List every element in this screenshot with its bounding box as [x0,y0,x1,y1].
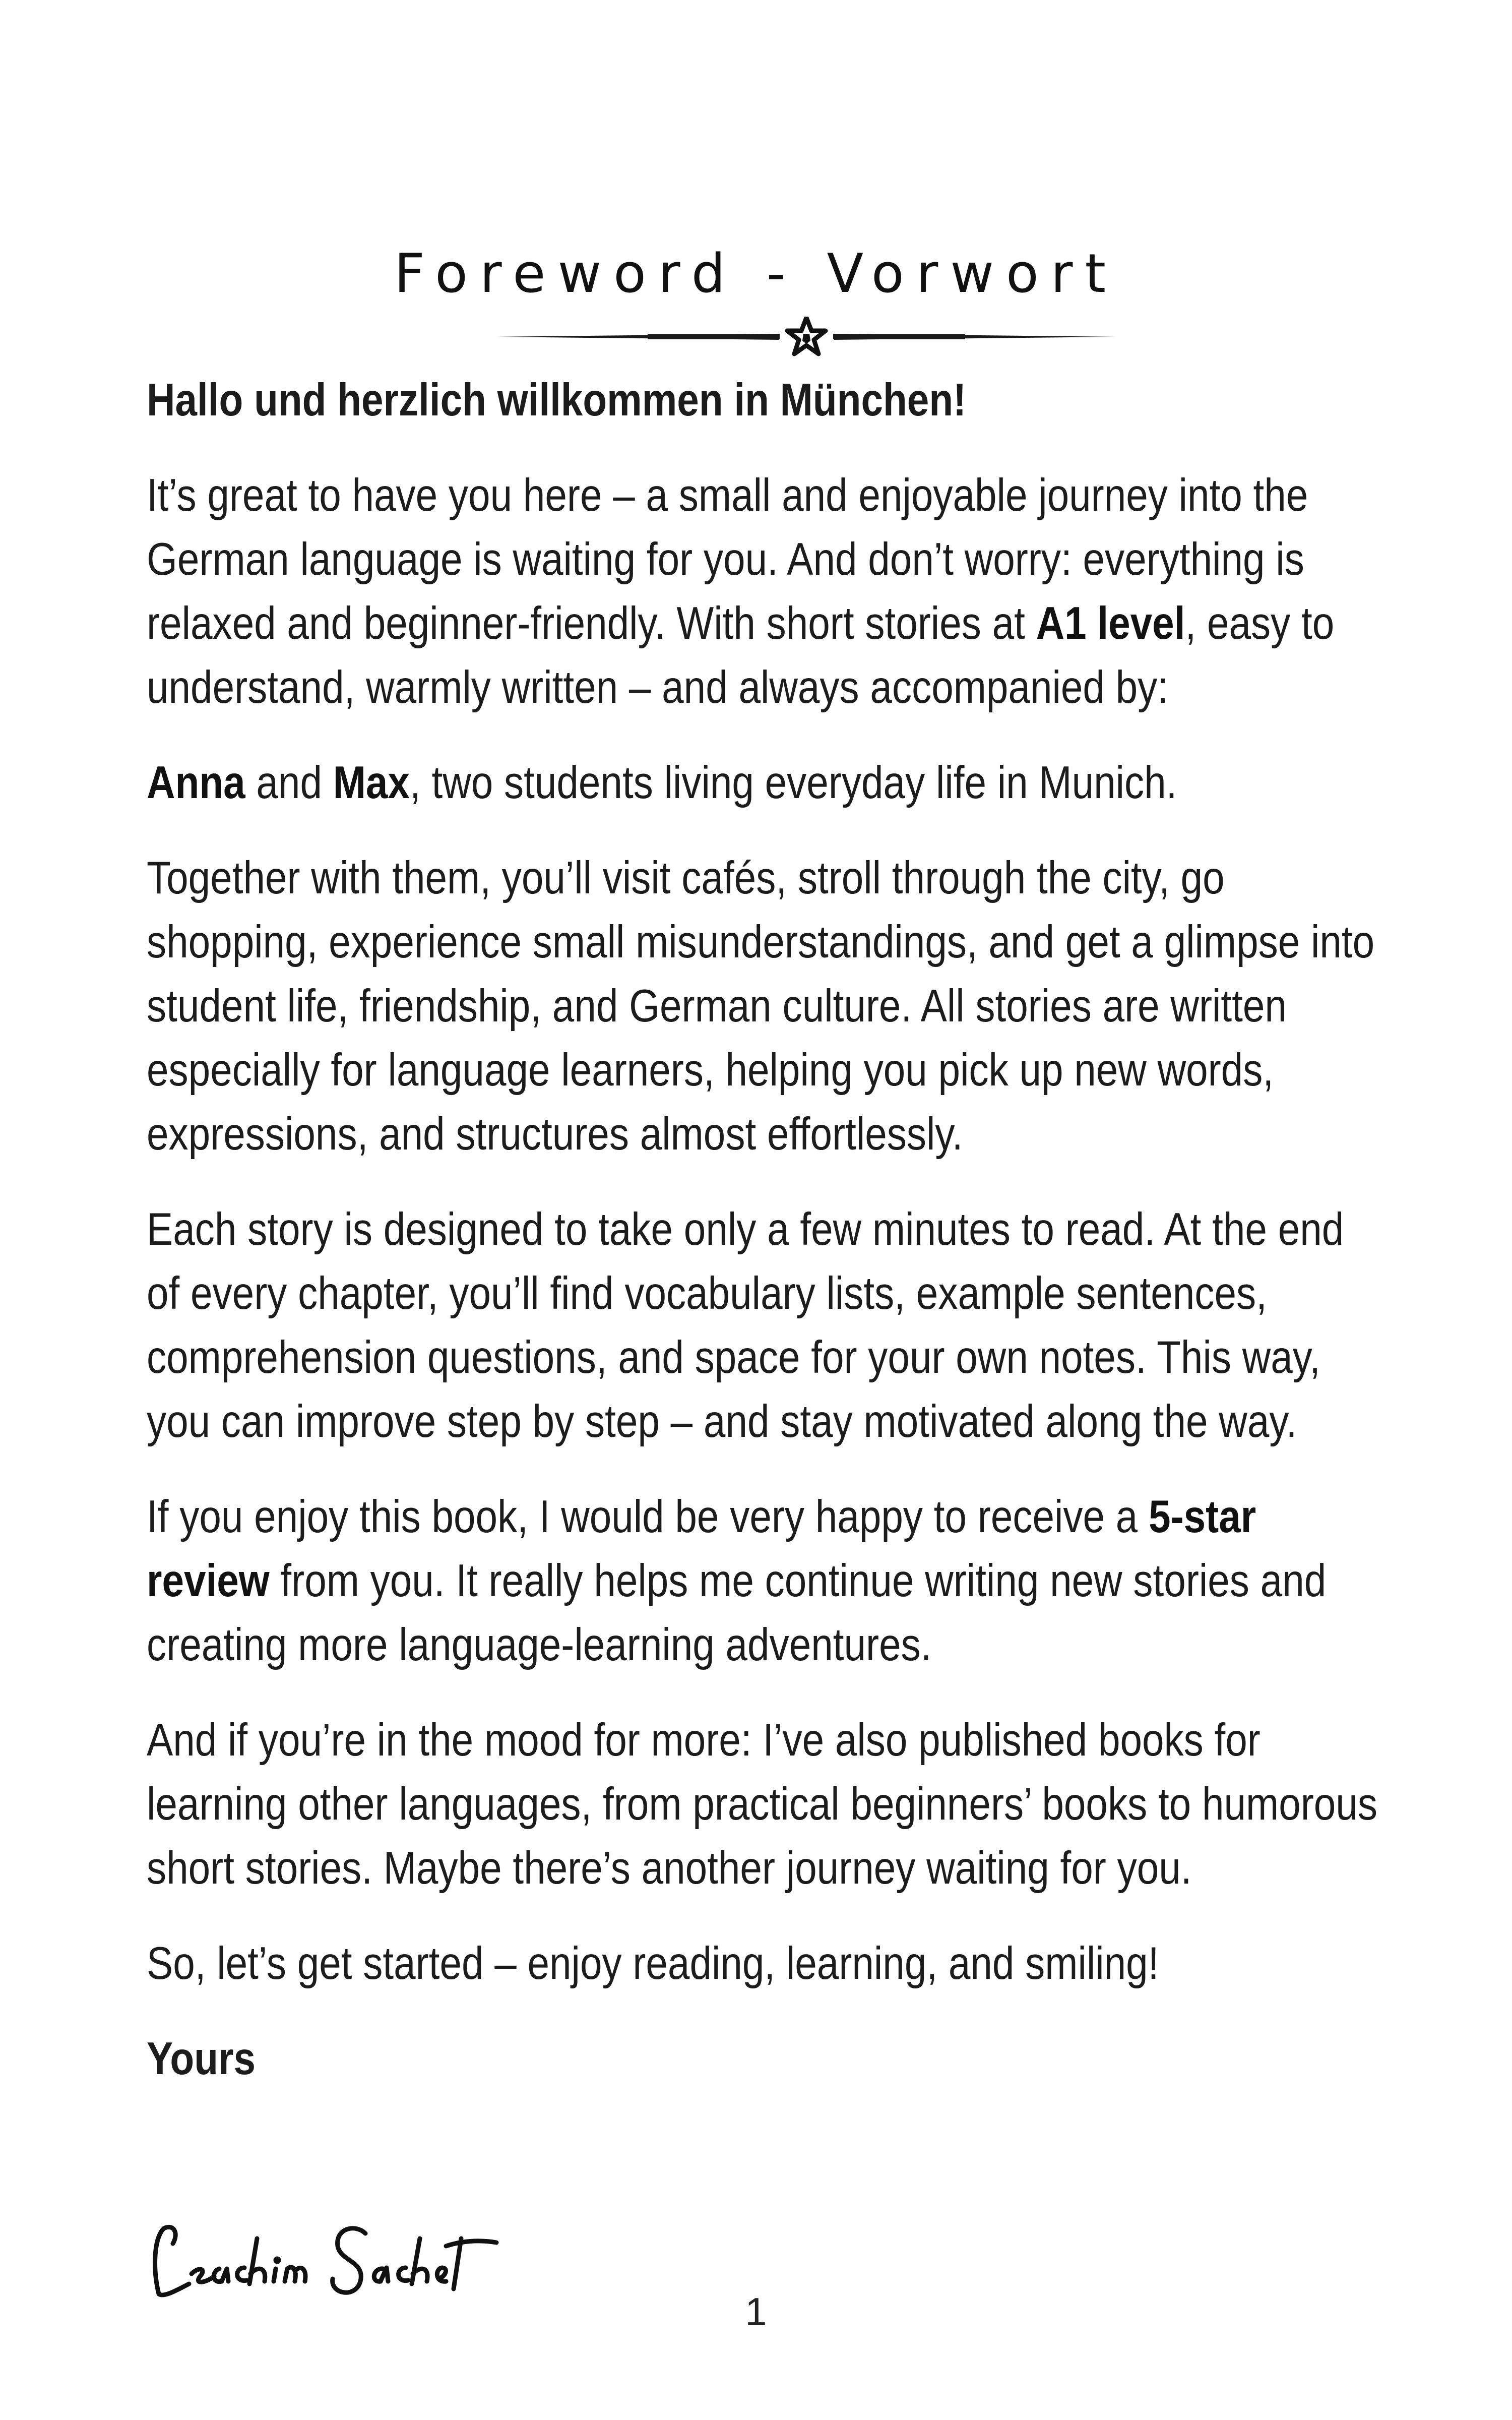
greeting: Hallo und herzlich willkommen in München! [147,375,967,426]
star-divider-icon [496,317,1116,357]
paragraph-get-started: So, let’s get started – enjoy reading, learning, and smiling! [147,1938,1159,1989]
paragraph-together: Together with them, you’ll visit cafés, stroll through the city, go shopping, experience small misunderstandings, and get a glimpse into student life, friendship, and German culture. All stories are written especially for language learners, helping you pick up new words, expressions, and structures almost effortlessly. [147,853,1375,1160]
paragraph-each-story: Each story is designed to take only a few minutes to read. At the end of every chapter, you’ll find vocabulary lists, example sentences, comprehension questions, and space for your own notes. This way, you can improve step by step – and stay motivated along the way. [147,1204,1344,1447]
paragraph-intro-text-c: , easy to understand, warmly written – and always accompanied by: [147,598,1335,713]
foreword-body [147,368,1387,2122]
five-star-review-emphasis: 5-star review [147,1491,1256,1606]
character-anna: Anna [147,757,245,808]
a1-level-emphasis: A1 level [1036,598,1185,649]
character-max: Max [333,757,410,808]
paragraph-review-text-c: from you. It really helps me continue writing new stories and creating more language-learning adventures. [147,1555,1327,1670]
page-number: 1 [745,2289,767,2334]
closing: Yours [147,2033,256,2084]
paragraph-review-text-a: If you enjoy this book, I would be very happy to receive a [147,1491,1149,1542]
paragraph-more-books: And if you’re in the mood for more: I’ve also published books for learning other languages, from practical beginners’ books to humorous short stories. Maybe there’s another journey waiting for you. [147,1715,1377,1894]
paragraph-review [147,1485,1387,1677]
paragraph-intro-text-a: It’s great to have you here – a small and enjoyable journey into the German language is waiting for you. And don’t worry: everything is relaxed and beginner-friendly. With short stories at [147,470,1308,649]
paragraph-characters [147,751,1387,815]
page-title: Foreword - Vorwort [394,243,1118,305]
paragraph-characters-and: and [245,757,333,808]
paragraph-intro [147,463,1387,719]
paragraph-characters-text: , two students living everyday life in Munich. [409,757,1177,808]
